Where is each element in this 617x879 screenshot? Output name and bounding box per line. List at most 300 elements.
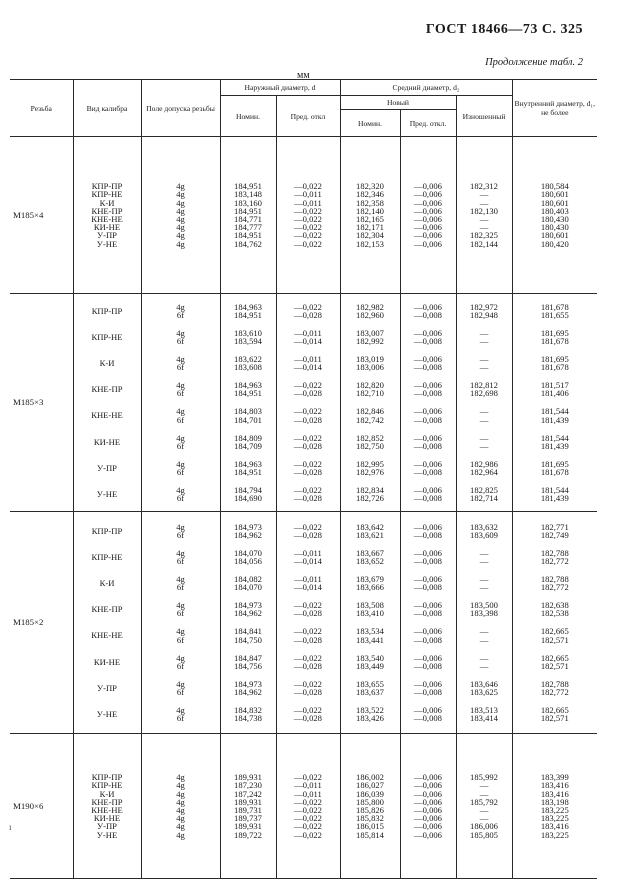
worn-value: — [479,813,489,824]
d2-dev-value: —0,006 [414,458,442,469]
worn-value: 183,625 [470,686,498,697]
d2-dev-value: —0,006 [414,704,442,715]
col-outer: Наружный диаметр, d [220,80,340,96]
d-nom-value: 183,622 [234,354,262,365]
d2-nom-value: 183,449 [356,660,384,671]
worn-value: — [479,547,489,558]
gauge-type: КПР-ПР [91,305,123,316]
d2-nom-value: 183,540 [356,652,384,663]
d-dev-value: —0,028 [294,493,322,504]
d1-value: 182,638 [540,600,569,611]
tol-cell [141,137,220,294]
d2-nom-value: 182,742 [356,414,384,425]
d2-nom-value: 183,679 [356,574,384,585]
d-nom-value: 184,690 [234,493,262,504]
d-dev-value: —0,011 [294,327,322,338]
d1-value: 182,749 [540,529,569,540]
d-dev-value: —0,022 [294,821,322,832]
d1-value: 181,439 [540,440,569,451]
d1-cell [512,512,597,734]
gauge-type: КНЕ-НЕ [91,214,123,224]
worn-value: 183,632 [470,521,498,532]
d-nom-value: 184,832 [234,704,262,715]
gauge-type: КИ-НЕ [93,436,121,447]
gauge-type: КИ-НЕ [93,222,121,233]
page-mark: ı [9,822,12,832]
d2-dev-value: —0,006 [414,181,442,192]
d2-nom-value: 185,832 [356,813,384,824]
d-dev-value: —0,022 [294,301,322,312]
tol-value: 4g [176,230,185,241]
d-nom-value: 184,963 [234,458,262,469]
tol-value: 4g [176,829,185,840]
d-dev-value: —0,014 [294,556,322,567]
d-nom-value: 184,962 [234,529,262,540]
tol-value: 6f [176,686,185,697]
tol-value: 4g [176,432,185,443]
d2-dev-value: —0,006 [414,547,442,558]
d-dev-value: —0,011 [294,780,322,791]
d-nom-value: 184,951 [234,309,262,320]
d-nom-value: 184,070 [234,582,262,593]
gauge-cell [73,294,141,512]
d2_dev-cell [400,137,456,294]
d-dev-value: —0,014 [294,362,322,373]
col-mid-dev: Пред. откл. [400,110,456,137]
d2-dev-value: —0,006 [414,780,442,791]
d-dev-value: —0,011 [294,354,322,365]
d2-dev-value: —0,006 [414,230,442,241]
d1-value: 182,772 [540,686,569,697]
d2-dev-value: —0,008 [414,686,442,697]
tol-value: 6f [176,414,185,425]
d2-dev-value: —0,006 [414,652,442,663]
d-dev-value: —0,022 [294,380,322,391]
gauge-type: У-НЕ [96,238,118,249]
worn-value: — [479,780,489,791]
d_nom-cell [220,734,276,879]
tol-value: 4g [176,222,185,233]
tol-value: 4g [176,652,185,663]
tol-value: 4g [176,805,185,815]
d-nom-value: 184,951 [234,466,262,477]
d1-value: 181,678 [540,466,569,477]
tol-value: 6f [176,608,185,619]
d2-dev-value: —0,006 [414,205,442,216]
d1-value: 180,430 [540,214,569,224]
col-inner: Внутренний диаметр, d₁, не более [512,80,597,137]
d_dev-cell [276,512,340,734]
d2-nom-value: 182,304 [356,230,384,241]
d-nom-value: 183,610 [234,327,262,338]
d-nom-value: 184,777 [234,222,262,233]
d-dev-value: —0,022 [294,521,322,532]
d-nom-value: 183,608 [234,362,262,373]
d1-value: 181,439 [540,493,569,504]
d-nom-value: 184,841 [234,626,262,637]
worn-value: 183,398 [470,608,498,619]
d-nom-value: 184,070 [234,547,262,558]
d-nom-value: 184,962 [234,686,262,697]
worn-value: 182,948 [470,309,498,320]
gauge-type: КНЕ-НЕ [91,410,123,421]
d-dev-value: —0,022 [294,704,322,715]
d1-value: 183,416 [540,780,569,791]
tol-value: 6f [176,713,185,724]
tol-value: 4g [176,458,185,469]
d2-nom-value: 185,800 [356,796,384,807]
d2-dev-value: —0,008 [414,529,442,540]
worn-value: 182,312 [470,181,498,192]
d1-value: 183,416 [540,788,569,799]
d-dev-value: —0,011 [294,197,322,208]
gauge-type: К-И [99,788,115,799]
d1-value: 180,584 [540,181,569,192]
d2-nom-value: 186,039 [356,788,384,799]
d-nom-value: 184,082 [234,574,262,585]
d2-dev-value: —0,006 [414,788,442,799]
worn-value: 182,714 [470,493,498,504]
col-thread: Резьба [10,80,73,137]
worn-value: — [479,582,489,593]
tol-value: 4g [176,189,185,200]
d-dev-value: —0,022 [294,222,322,233]
d1-value: 182,665 [540,704,569,715]
col-middle: Средний диаметр, d₂ [340,80,512,96]
d-nom-value: 184,762 [234,238,262,249]
d-nom-value: 184,973 [234,521,262,532]
d2-dev-value: —0,008 [414,556,442,567]
d2-nom-value: 182,982 [356,301,384,312]
d-dev-value: —0,022 [294,230,322,241]
d-dev-value: —0,022 [294,214,322,224]
d-dev-value: —0,028 [294,529,322,540]
d-dev-value: —0,022 [294,829,322,840]
worn-value: — [479,556,489,567]
worn-value: 185,805 [470,829,498,840]
d2-nom-value: 182,153 [356,238,384,249]
d2-dev-value: —0,008 [414,336,442,347]
d1-value: 181,517 [540,380,569,391]
d2-nom-value: 182,726 [356,493,384,504]
d1-value: 183,225 [540,805,569,815]
d-nom-value: 189,731 [234,805,262,815]
d2-nom-value: 183,426 [356,713,384,724]
d2-dev-value: —0,006 [414,301,442,312]
tol-value: 4g [176,821,185,832]
tol-value: 4g [176,704,185,715]
d-nom-value: 183,148 [234,189,262,200]
d-dev-value: —0,011 [294,547,322,558]
gauge-type: КНЕ-ПР [91,796,123,807]
tol-value: 6f [176,362,185,373]
d2-dev-value: —0,008 [414,634,442,645]
d2-dev-value: —0,006 [414,327,442,338]
d1-value: 181,544 [540,484,569,495]
tol-value: 4g [176,354,185,365]
d2-nom-value: 182,750 [356,440,384,451]
d-nom-value: 184,756 [234,660,262,671]
d-nom-value: 184,056 [234,556,262,567]
d2-nom-value: 182,710 [356,388,384,399]
tol-value: 6f [176,529,185,540]
d1-value: 181,439 [540,414,569,425]
worn-value: 182,698 [470,388,498,399]
d2_dev-cell [400,734,456,879]
d-dev-value: —0,011 [294,574,322,585]
tol-value: 4g [176,626,185,637]
tol-value: 4g [176,813,185,824]
worn-cell [456,512,512,734]
d-dev-value: —0,028 [294,388,322,399]
worn-value: — [479,189,489,200]
d-dev-value: —0,028 [294,634,322,645]
d2-dev-value: —0,008 [414,660,442,671]
tol-value: 4g [176,521,185,532]
d1-value: 182,788 [540,547,569,558]
worn-value: 182,144 [470,238,498,249]
d1-value: 180,403 [540,205,569,216]
d2_dev-cell [400,294,456,512]
d1-value: 183,198 [540,796,569,807]
d2-nom-value: 183,410 [356,608,384,619]
d-dev-value: —0,028 [294,309,322,320]
d1-value: 180,601 [540,189,569,200]
gauge-type: КНЕ-НЕ [91,630,123,641]
worn-value: — [479,327,489,338]
d2-dev-value: —0,008 [414,440,442,451]
d-dev-value: —0,011 [294,788,322,799]
gauge-type: У-НЕ [96,708,118,719]
worn-value: — [479,214,489,224]
tol-value: 4g [176,772,185,783]
d-dev-value: —0,022 [294,813,322,824]
d2-nom-value: 182,846 [356,406,384,417]
col-outer-dev: Пред. откл [276,96,340,137]
d-nom-value: 184,973 [234,600,262,611]
d1-value: 182,665 [540,652,569,663]
gauge-cell [73,512,141,734]
d2-nom-value: 186,015 [356,821,384,832]
worn-value: — [479,406,489,417]
d1-value: 181,695 [540,327,569,338]
gauge-type: КНЕ-ПР [91,384,123,395]
gauge-type: У-ПР [97,682,117,693]
d_nom-cell [220,512,276,734]
d2-nom-value: 183,007 [356,327,384,338]
d-dev-value: —0,022 [294,805,322,815]
thread-cell: M185×4 [10,137,73,294]
d1-value: 183,225 [540,829,569,840]
tol-value: 6f [176,336,185,347]
worn-value: 183,513 [470,704,498,715]
d-dev-value: —0,022 [294,181,322,192]
d2-nom-value: 182,992 [356,336,384,347]
d_nom-cell [220,137,276,294]
col-gauge: Вид калибра [73,80,141,137]
d1-value: 182,772 [540,582,569,593]
col-mid-nom: Номин. [340,110,400,137]
tol-value: 4g [176,574,185,585]
d1-value: 180,601 [540,230,569,241]
d2-nom-value: 183,508 [356,600,384,611]
worn-value: — [479,222,489,233]
gauge-type: У-НЕ [96,829,118,840]
d1-value: 182,571 [540,660,569,671]
tol-value: 6f [176,309,185,320]
d2-dev-value: —0,006 [414,772,442,783]
d2-nom-value: 183,667 [356,547,384,558]
tol-value: 4g [176,796,185,807]
worn-value: 182,130 [470,205,498,216]
d2-dev-value: —0,006 [414,238,442,249]
d2-dev-value: —0,006 [414,796,442,807]
d-dev-value: —0,022 [294,432,322,443]
gauge-cell [73,734,141,879]
d_nom-cell [220,294,276,512]
d2-nom-value: 182,165 [356,214,384,224]
gauge-table [10,79,597,879]
thread-cell: M185×3 [10,294,73,512]
d_dev-cell [276,294,340,512]
worn-value: — [479,574,489,585]
d-nom-value: 189,931 [234,821,262,832]
tol-value: 4g [176,600,185,611]
worn-value: — [479,336,489,347]
d-dev-value: —0,022 [294,205,322,216]
tol-value: 6f [176,582,185,593]
tol-cell [141,734,220,879]
d2-nom-value: 185,826 [356,805,384,815]
d2-dev-value: —0,006 [414,821,442,832]
d1-value: 181,695 [540,458,569,469]
d1-cell [512,734,597,879]
d1-value: 182,571 [540,634,569,645]
d1-value: 182,538 [540,608,569,619]
d2-nom-value: 183,666 [356,582,384,593]
d2-dev-value: —0,008 [414,388,442,399]
d-dev-value: —0,022 [294,678,322,689]
d-nom-value: 184,951 [234,388,262,399]
d-nom-value: 184,750 [234,634,262,645]
d-nom-value: 187,230 [234,780,262,791]
gauge-type: КПР-НЕ [91,551,123,562]
col-tolerance: Поле допуска резьбы [141,80,220,137]
d2-nom-value: 183,655 [356,678,384,689]
table-body [10,137,597,879]
d2-dev-value: —0,006 [414,678,442,689]
d2-dev-value: —0,008 [414,362,442,373]
d-dev-value: —0,028 [294,414,322,425]
d2-dev-value: —0,006 [414,380,442,391]
d-nom-value: 184,951 [234,205,262,216]
d-nom-value: 189,931 [234,796,262,807]
gauge-type: КПР-НЕ [91,331,123,342]
d2-nom-value: 182,976 [356,466,384,477]
col-worn: Изношенный [456,96,512,137]
d2-nom-value: 183,534 [356,626,384,637]
d-dev-value: —0,022 [294,238,322,249]
worn-value: 183,500 [470,600,498,611]
d2-dev-value: —0,006 [414,484,442,495]
worn-value: 182,812 [470,380,498,391]
d2-dev-value: —0,006 [414,222,442,233]
d-dev-value: —0,022 [294,458,322,469]
d2_dev-cell [400,512,456,734]
d2-nom-value: 182,140 [356,205,384,216]
worn-value: 182,986 [470,458,498,469]
d2-dev-value: —0,006 [414,829,442,840]
d-dev-value: —0,014 [294,336,322,347]
d1-value: 183,225 [540,813,569,824]
d-dev-value: —0,022 [294,406,322,417]
d2-nom-value: 182,995 [356,458,384,469]
d-dev-value: —0,028 [294,608,322,619]
tol-value: 6f [176,388,185,399]
tol-cell [141,294,220,512]
worn-value: 185,992 [470,772,498,783]
d2_nom-cell [340,734,400,879]
d1-value: 182,772 [540,556,569,567]
d2-dev-value: —0,008 [414,309,442,320]
d2-dev-value: —0,006 [414,354,442,365]
d1-value: 181,655 [540,309,569,320]
gauge-type: У-ПР [97,462,117,473]
d2-nom-value: 183,621 [356,529,384,540]
d-nom-value: 184,771 [234,214,262,224]
d2-nom-value: 183,637 [356,686,384,697]
tol-value: 6f [176,440,185,451]
worn-value: — [479,440,489,451]
gauge-type: У-ПР [97,230,117,241]
tol-value: 6f [176,466,185,477]
d2-nom-value: 186,002 [356,772,384,783]
d-nom-value: 184,809 [234,432,262,443]
worn-value: 183,414 [470,713,498,724]
d2-nom-value: 183,652 [356,556,384,567]
d2-nom-value: 182,834 [356,484,384,495]
d2-dev-value: —0,008 [414,608,442,619]
gauge-type: КПР-ПР [91,772,123,783]
d2-dev-value: —0,006 [414,432,442,443]
table-row [10,512,597,734]
worn-value: — [479,788,489,799]
worn-value: 182,325 [470,230,498,241]
d-nom-value: 184,738 [234,713,262,724]
d2-nom-value: 186,027 [356,780,384,791]
d1-value: 182,771 [540,521,569,532]
d-nom-value: 184,803 [234,406,262,417]
d-nom-value: 184,794 [234,484,262,495]
gauge-type: К-И [99,197,115,208]
worn-value: 186,006 [470,821,498,832]
d2-nom-value: 182,960 [356,309,384,320]
page-header: ГОСТ 18466—73 С. 325 [425,22,583,37]
d2_nom-cell [340,294,400,512]
d2-nom-value: 183,006 [356,362,384,373]
d-nom-value: 183,160 [234,197,262,208]
d-nom-value: 184,847 [234,652,262,663]
d2-dev-value: —0,006 [414,805,442,815]
worn-value: 183,646 [470,678,498,689]
tol-value: 4g [176,327,185,338]
d1-value: 183,399 [540,772,569,783]
tol-value: 6f [176,493,185,504]
worn-value: — [479,805,489,815]
tol-value: 4g [176,238,185,249]
d2_nom-cell [340,137,400,294]
d2-dev-value: —0,008 [414,493,442,504]
